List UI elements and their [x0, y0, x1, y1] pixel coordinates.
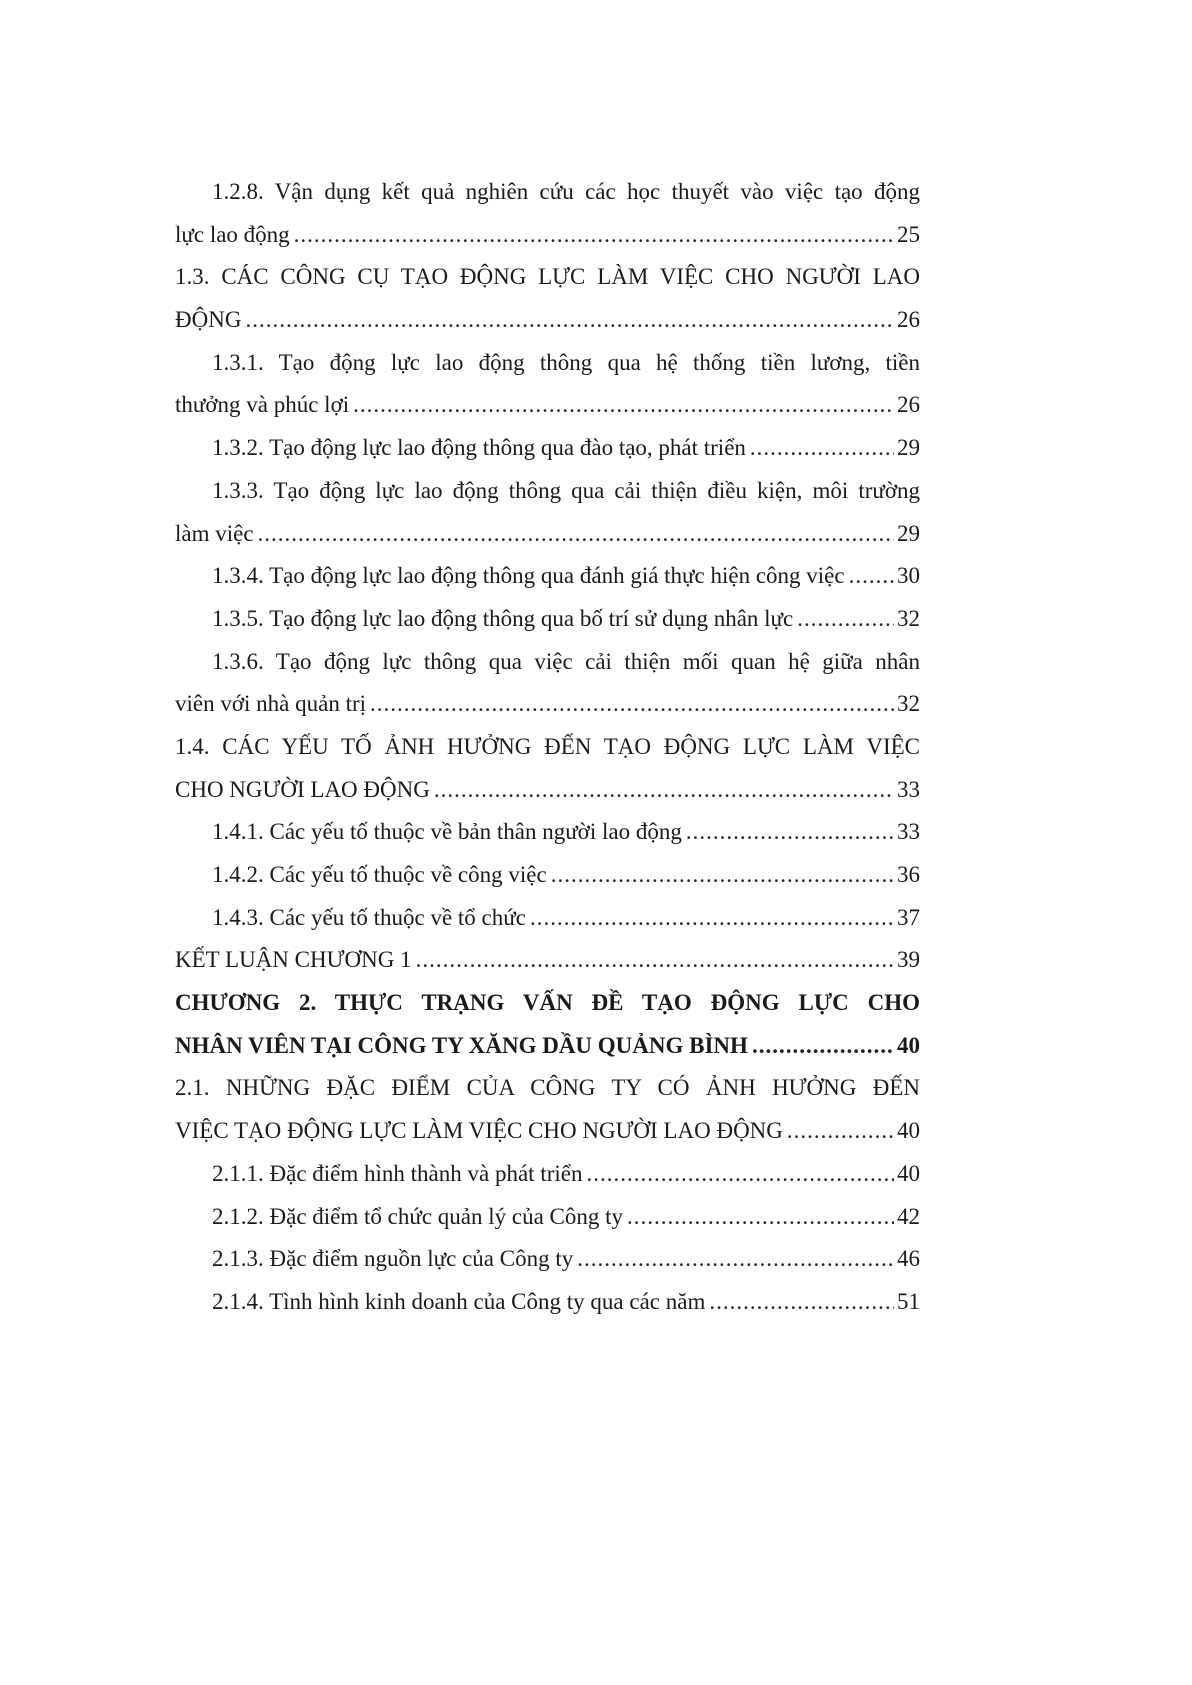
toc-page-number: 26: [897, 307, 920, 333]
toc-entry-last-line: [175, 1025, 920, 1068]
dot-leader: [258, 513, 894, 556]
toc-entry-last-line: [175, 1238, 920, 1281]
toc-entry-title: viên với nhà quản trị: [175, 691, 367, 717]
toc-entry-line: 1.3.6. Tạo động lực thông qua việc cải thiện mối quan hệ giữa nhân: [212, 648, 920, 674]
dot-leader: [686, 811, 894, 854]
toc-page-number: 36: [897, 862, 920, 887]
toc-entry-last-line: [175, 769, 920, 812]
toc-entry-line: 2.1. NHỮNG ĐẶC ĐIỂM CỦA CÔNG TY CÓ ẢNH HƯỞNG ĐẾN: [175, 1075, 920, 1101]
toc-page-number: 42: [897, 1203, 920, 1229]
dot-leader: [434, 769, 894, 812]
toc-page-number: 29: [897, 520, 920, 546]
dot-leader: [294, 214, 894, 257]
dot-leader: [370, 683, 894, 726]
toc-page-number: 25: [897, 221, 920, 247]
toc-entry-line: CHƯƠNG 2. THỰC TRẠNG VẤN ĐỀ TẠO ĐỘNG LỰC CHO: [175, 990, 920, 1016]
toc-entry-line: 1.3.3. Tạo động lực lao động thông qua cải thiện điều kiện, môi trường: [212, 477, 920, 503]
toc-page-number: 37: [897, 904, 920, 930]
toc-entry-title: 2.1.1. Đặc điểm hình thành và phát triển: [212, 1160, 583, 1186]
toc-entry-title: 1.3.4. Tạo động lực lao động thông qua đánh giá thực hiện công việc: [212, 563, 845, 589]
toc-entry-last-line: [175, 555, 920, 598]
toc-entry-title: lực lao động: [175, 221, 290, 247]
toc-entry-last-line: [175, 427, 920, 470]
toc-page-number: 40: [897, 1160, 920, 1186]
toc-entry-title: KẾT LUẬN CHƯƠNG 1: [175, 947, 412, 973]
toc-entry-last-line: [175, 598, 920, 641]
toc-entry-title: 2.1.3. Đặc điểm nguồn lực của Công ty: [212, 1246, 574, 1272]
toc-entry-title: 2.1.2. Đặc điểm tổ chức quản lý của Công ty: [212, 1203, 624, 1229]
toc-page-number: 33: [897, 776, 920, 802]
toc-entry-line: 1.2.8. Vận dụng kết quả nghiên cứu các học thuyết vào việc tạo động: [212, 179, 920, 204]
toc-entry-last-line: [175, 1110, 920, 1153]
dot-leader: [787, 1110, 894, 1153]
toc-entry-last-line: [175, 897, 920, 940]
toc-entry-last-line: [175, 1196, 920, 1239]
dot-leader: [353, 384, 894, 427]
toc-entry-last-line: [175, 811, 920, 854]
toc-entry-title: ĐỘNG: [175, 307, 242, 333]
table-of-contents: [175, 171, 920, 1324]
dot-leader: [551, 854, 894, 897]
dot-leader: [586, 1153, 894, 1196]
toc-entry-last-line: [175, 384, 920, 427]
toc-entry-title: 1.4.1. Các yếu tố thuộc về bản thân người lao động: [212, 819, 682, 845]
toc-entry-last-line: [175, 214, 920, 257]
dot-leader: [849, 555, 894, 598]
toc-entry-title: thưởng và phúc lợi: [175, 392, 350, 418]
toc-page-number: 30: [897, 563, 920, 589]
toc-entry-title: CHO NGƯỜI LAO ĐỘNG: [175, 776, 430, 802]
toc-page-number: 26: [897, 392, 920, 418]
toc-entry-title: 1.3.5. Tạo động lực lao động thông qua bố trí sử dụng nhân lực: [212, 605, 794, 631]
toc-page-number: 29: [897, 435, 920, 461]
toc-page-number: 39: [897, 947, 920, 973]
dot-leader: [627, 1196, 894, 1239]
toc-entry-last-line: [175, 939, 920, 982]
dot-leader: [416, 939, 894, 982]
toc-entry-title: 1.3.2. Tạo động lực lao động thông qua đào tạo, phát triển: [212, 435, 746, 461]
toc-page-number: 32: [897, 605, 920, 631]
toc-entry-title: 2.1.4. Tình hình kinh doanh của Công ty qua các năm: [212, 1288, 706, 1314]
toc-entry-last-line: [175, 513, 920, 556]
toc-entry-last-line: [175, 1153, 920, 1196]
dot-leader: [750, 427, 894, 470]
dot-leader: [752, 1025, 894, 1068]
toc-page-number: 32: [897, 691, 920, 717]
toc-entry-last-line: [175, 299, 920, 342]
toc-page-number: 46: [897, 1246, 920, 1272]
toc-entry-line: 1.3.1. Tạo động lực lao động thông qua hệ thống tiền lương, tiền: [212, 349, 920, 375]
toc-entry-title: VIỆC TẠO ĐỘNG LỰC LÀM VIỆC CHO NGƯỜI LAO ĐỘNG: [175, 1118, 783, 1144]
toc-entry-title: 1.4.2. Các yếu tố thuộc về công việc: [212, 862, 547, 887]
toc-entry-title: 1.4.3. Các yếu tố thuộc về tổ chức: [212, 904, 526, 930]
dot-leader: [709, 1281, 894, 1324]
dot-leader: [245, 299, 894, 342]
toc-entry-last-line: [175, 854, 920, 897]
toc-entry-title: NHÂN VIÊN TẠI CÔNG TY XĂNG DẦU QUẢNG BÌNH: [175, 1032, 748, 1058]
toc-page-number: 33: [897, 819, 920, 845]
toc-entry-line: 1.4. CÁC YẾU TỐ ẢNH HƯỞNG ĐẾN TẠO ĐỘNG LỰC LÀM VIỆC: [175, 733, 920, 759]
toc-entry-last-line: [175, 1281, 920, 1324]
toc-page-number: 40: [897, 1118, 920, 1144]
dot-leader: [530, 897, 894, 940]
dot-leader: [577, 1238, 894, 1281]
toc-page-number: 40: [897, 1032, 920, 1058]
toc-page-number: 51: [897, 1288, 920, 1314]
dot-leader: [797, 598, 894, 641]
toc-entry-title: làm việc: [175, 520, 254, 546]
toc-entry-last-line: [175, 683, 920, 726]
toc-entry-line: 1.3. CÁC CÔNG CỤ TẠO ĐỘNG LỰC LÀM VIỆC CHO NGƯỜI LAO: [175, 264, 920, 290]
